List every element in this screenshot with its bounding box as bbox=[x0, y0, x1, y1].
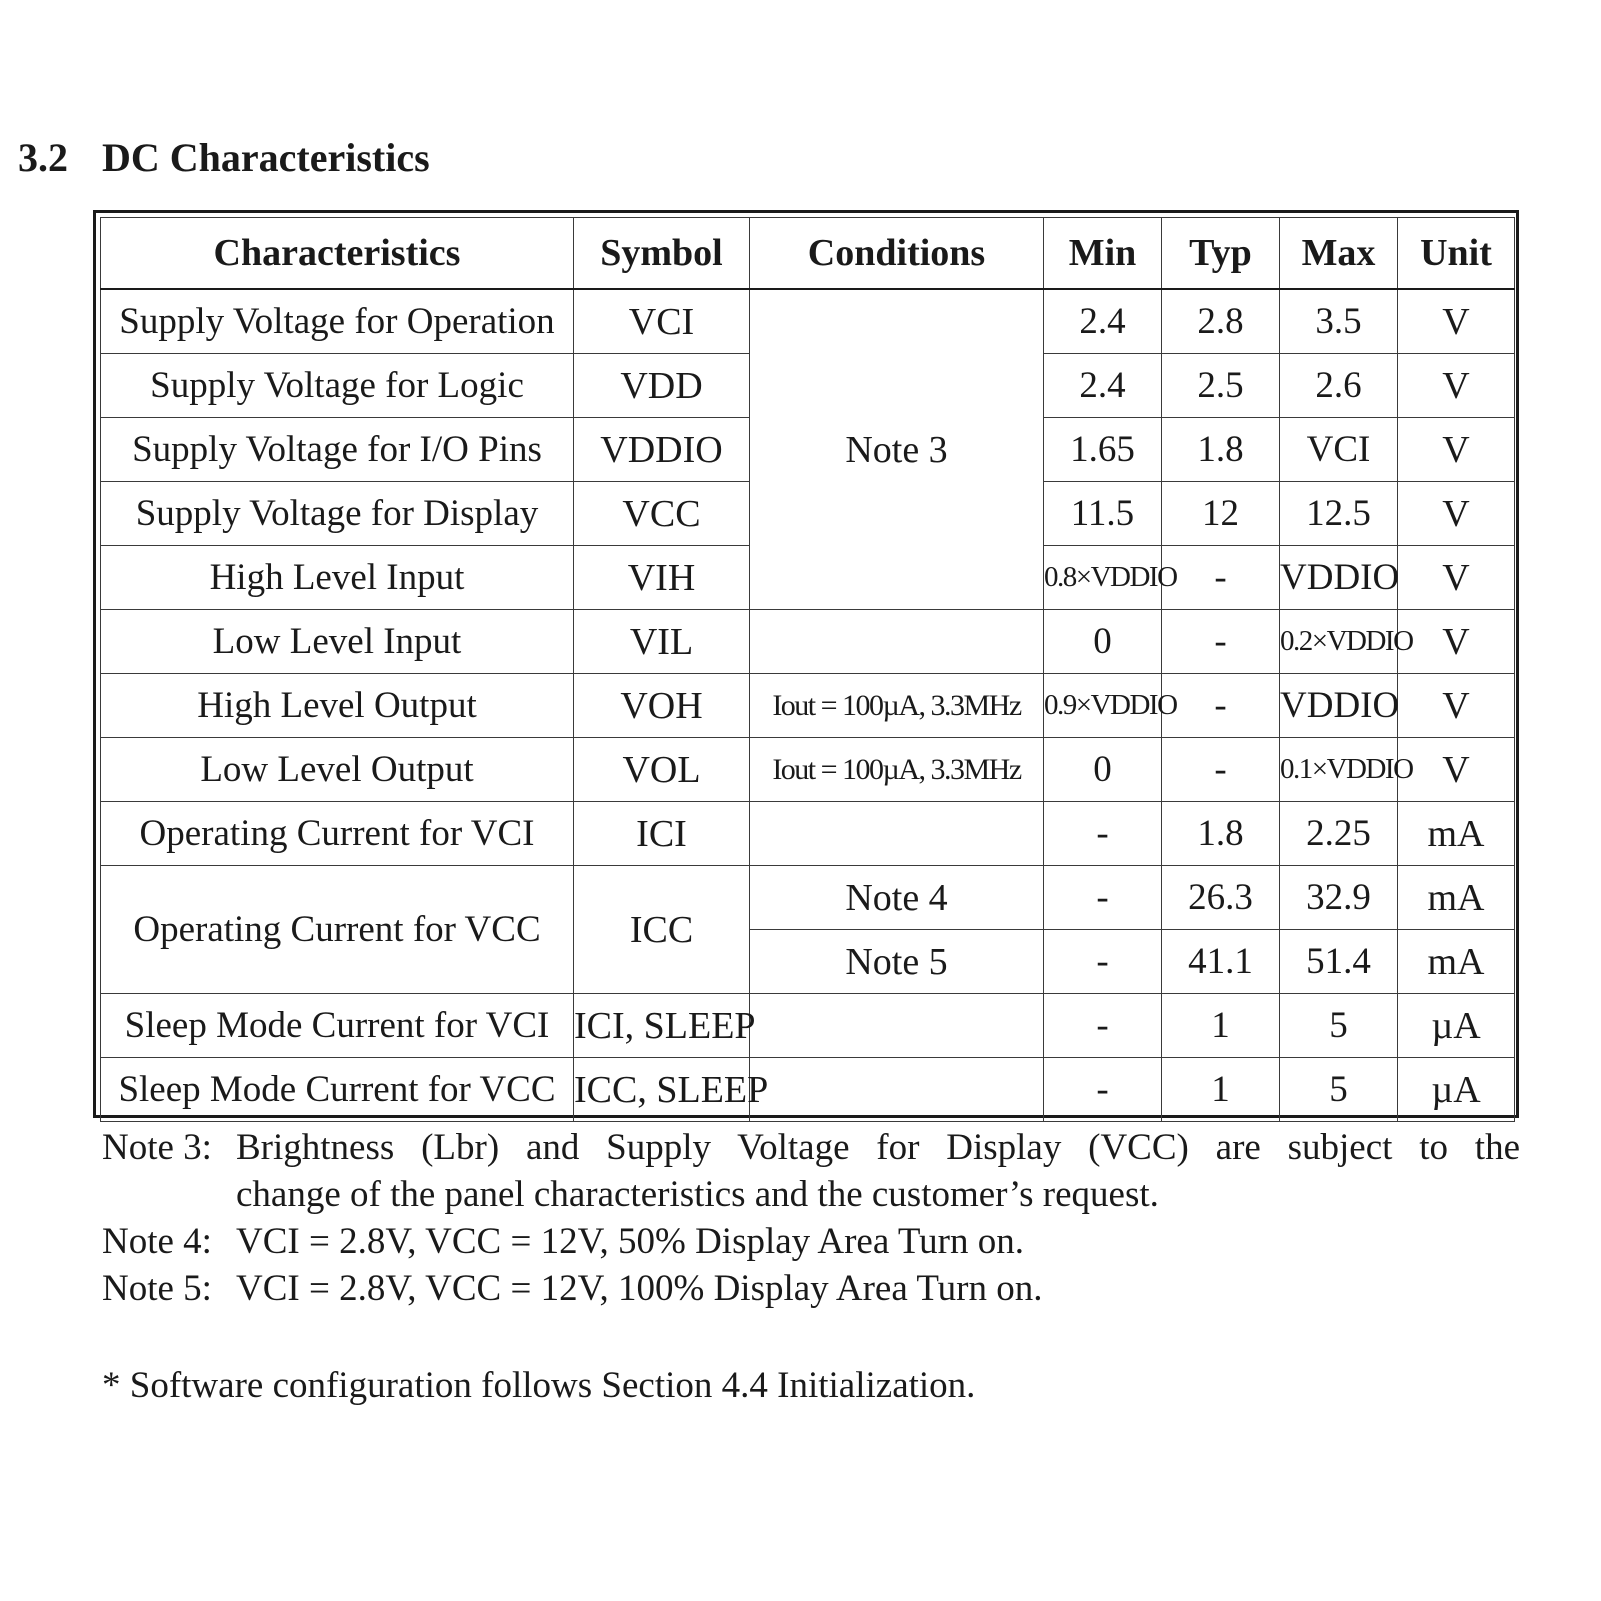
section-title: DC Characteristics bbox=[102, 135, 430, 180]
typ-cell: 2.5 bbox=[1162, 354, 1280, 418]
note-4 bbox=[102, 1218, 1520, 1265]
max-cell: 2.6 bbox=[1280, 354, 1398, 418]
section-number: 3.2 bbox=[18, 135, 68, 180]
table-row bbox=[101, 994, 1515, 1058]
table-row bbox=[101, 610, 1515, 674]
min-cell: - bbox=[1044, 930, 1162, 994]
typ-cell: - bbox=[1162, 738, 1280, 802]
min-cell: 0 bbox=[1044, 738, 1162, 802]
typ-cell: 1 bbox=[1162, 994, 1280, 1058]
characteristic-cell: Operating Current for VCI bbox=[101, 802, 574, 866]
header-typ: Typ bbox=[1162, 218, 1280, 290]
unit-cell: V bbox=[1398, 610, 1515, 674]
min-cell: 0.9×VDDIO bbox=[1044, 674, 1162, 738]
min-cell: - bbox=[1044, 994, 1162, 1058]
table-row bbox=[101, 802, 1515, 866]
min-cell: 0 bbox=[1044, 610, 1162, 674]
characteristic-cell: Low Level Input bbox=[101, 610, 574, 674]
symbol-cell: VDDIO bbox=[574, 418, 750, 482]
header-characteristics: Characteristics bbox=[101, 218, 574, 290]
characteristic-cell: Sleep Mode Current for VCI bbox=[101, 994, 574, 1058]
unit-cell: µA bbox=[1398, 994, 1515, 1058]
characteristic-cell: High Level Input bbox=[101, 546, 574, 610]
notes-block bbox=[102, 1124, 1520, 1312]
typ-cell: - bbox=[1162, 610, 1280, 674]
note-text: change of the panel characteristics and the customer’s request. bbox=[236, 1174, 1159, 1215]
unit-cell: V bbox=[1398, 289, 1515, 354]
table-row bbox=[101, 1058, 1515, 1122]
condition-cell: Iout = 100µA, 3.3MHz bbox=[750, 674, 1044, 738]
typ-cell: 1 bbox=[1162, 1058, 1280, 1122]
note-3 bbox=[102, 1124, 1520, 1171]
max-cell: 2.25 bbox=[1280, 802, 1398, 866]
note-label: Note 4: bbox=[102, 1221, 212, 1262]
typ-cell: 26.3 bbox=[1162, 866, 1280, 930]
max-cell: 51.4 bbox=[1280, 930, 1398, 994]
characteristic-cell: Low Level Output bbox=[101, 738, 574, 802]
unit-cell: V bbox=[1398, 738, 1515, 802]
typ-cell: 2.8 bbox=[1162, 289, 1280, 354]
min-cell: 0.8×VDDIO bbox=[1044, 546, 1162, 610]
symbol-cell: VIL bbox=[574, 610, 750, 674]
max-cell: 0.2×VDDIO bbox=[1280, 610, 1398, 674]
condition-cell bbox=[750, 994, 1044, 1058]
characteristic-cell: Supply Voltage for I/O Pins bbox=[101, 418, 574, 482]
header-max: Max bbox=[1280, 218, 1398, 290]
unit-cell: V bbox=[1398, 354, 1515, 418]
max-cell: VDDIO bbox=[1280, 546, 1398, 610]
condition-cell: Iout = 100µA, 3.3MHz bbox=[750, 738, 1044, 802]
max-cell: VDDIO bbox=[1280, 674, 1398, 738]
typ-cell: 1.8 bbox=[1162, 802, 1280, 866]
characteristic-cell: High Level Output bbox=[101, 674, 574, 738]
table-header-row bbox=[101, 218, 1515, 290]
min-cell: - bbox=[1044, 802, 1162, 866]
characteristic-cell: Supply Voltage for Logic bbox=[101, 354, 574, 418]
min-cell: - bbox=[1044, 866, 1162, 930]
table-row bbox=[101, 674, 1515, 738]
symbol-cell: VOL bbox=[574, 738, 750, 802]
max-cell: 3.5 bbox=[1280, 289, 1398, 354]
unit-cell: µA bbox=[1398, 1058, 1515, 1122]
max-cell: VCI bbox=[1280, 418, 1398, 482]
condition-cell: Note 5 bbox=[750, 930, 1044, 994]
symbol-cell: ICC bbox=[574, 866, 750, 994]
typ-cell: 41.1 bbox=[1162, 930, 1280, 994]
note-3-continuation bbox=[102, 1171, 1520, 1218]
condition-cell bbox=[750, 1058, 1044, 1122]
condition-cell: Note 4 bbox=[750, 866, 1044, 930]
typ-cell: 1.8 bbox=[1162, 418, 1280, 482]
condition-cell bbox=[750, 802, 1044, 866]
max-cell: 5 bbox=[1280, 994, 1398, 1058]
unit-cell: V bbox=[1398, 546, 1515, 610]
symbol-cell: ICI, SLEEP bbox=[574, 994, 750, 1058]
typ-cell: - bbox=[1162, 674, 1280, 738]
symbol-cell: ICI bbox=[574, 802, 750, 866]
unit-cell: V bbox=[1398, 418, 1515, 482]
min-cell: 2.4 bbox=[1044, 289, 1162, 354]
note-label: Note 5: bbox=[102, 1268, 212, 1309]
max-cell: 0.1×VDDIO bbox=[1280, 738, 1398, 802]
header-conditions: Conditions bbox=[750, 218, 1044, 290]
unit-cell: mA bbox=[1398, 802, 1515, 866]
symbol-cell: VCC bbox=[574, 482, 750, 546]
note-text: VCI = 2.8V, VCC = 12V, 100% Display Area Turn on. bbox=[236, 1268, 1043, 1309]
unit-cell: mA bbox=[1398, 930, 1515, 994]
note-text: VCI = 2.8V, VCC = 12V, 50% Display Area Turn on. bbox=[236, 1221, 1024, 1262]
min-cell: - bbox=[1044, 1058, 1162, 1122]
condition-cell bbox=[750, 610, 1044, 674]
max-cell: 32.9 bbox=[1280, 866, 1398, 930]
max-cell: 12.5 bbox=[1280, 482, 1398, 546]
note-label: Note 3: bbox=[102, 1127, 212, 1168]
typ-cell: 12 bbox=[1162, 482, 1280, 546]
condition-cell bbox=[750, 289, 1044, 610]
unit-cell: V bbox=[1398, 482, 1515, 546]
unit-cell: mA bbox=[1398, 866, 1515, 930]
header-symbol: Symbol bbox=[574, 218, 750, 290]
characteristic-cell: Supply Voltage for Display bbox=[101, 482, 574, 546]
unit-cell: V bbox=[1398, 674, 1515, 738]
min-cell: 2.4 bbox=[1044, 354, 1162, 418]
characteristic-cell: Operating Current for VCC bbox=[101, 866, 574, 994]
condition-text: Note 3 bbox=[845, 428, 948, 471]
min-cell: 1.65 bbox=[1044, 418, 1162, 482]
symbol-cell: ICC, SLEEP bbox=[574, 1058, 750, 1122]
header-unit: Unit bbox=[1398, 218, 1515, 290]
note-5 bbox=[102, 1265, 1520, 1312]
symbol-cell: VDD bbox=[574, 354, 750, 418]
table-row bbox=[101, 866, 1515, 930]
dc-characteristics-table bbox=[93, 210, 1519, 1118]
characteristic-cell: Supply Voltage for Operation bbox=[101, 289, 574, 354]
max-cell: 5 bbox=[1280, 1058, 1398, 1122]
footnote: * Software configuration follows Section 4.4 Initialization. bbox=[102, 1365, 976, 1406]
min-cell: 11.5 bbox=[1044, 482, 1162, 546]
symbol-cell: VIH bbox=[574, 546, 750, 610]
table-row bbox=[101, 289, 1515, 354]
symbol-cell: VCI bbox=[574, 289, 750, 354]
symbol-cell: VOH bbox=[574, 674, 750, 738]
note-text: Brightness (Lbr) and Supply Voltage for Display (VCC) are subject to the bbox=[236, 1127, 1520, 1168]
characteristic-cell: Sleep Mode Current for VCC bbox=[101, 1058, 574, 1122]
section-heading bbox=[18, 135, 430, 180]
header-min: Min bbox=[1044, 218, 1162, 290]
table-row bbox=[101, 738, 1515, 802]
typ-cell: - bbox=[1162, 546, 1280, 610]
